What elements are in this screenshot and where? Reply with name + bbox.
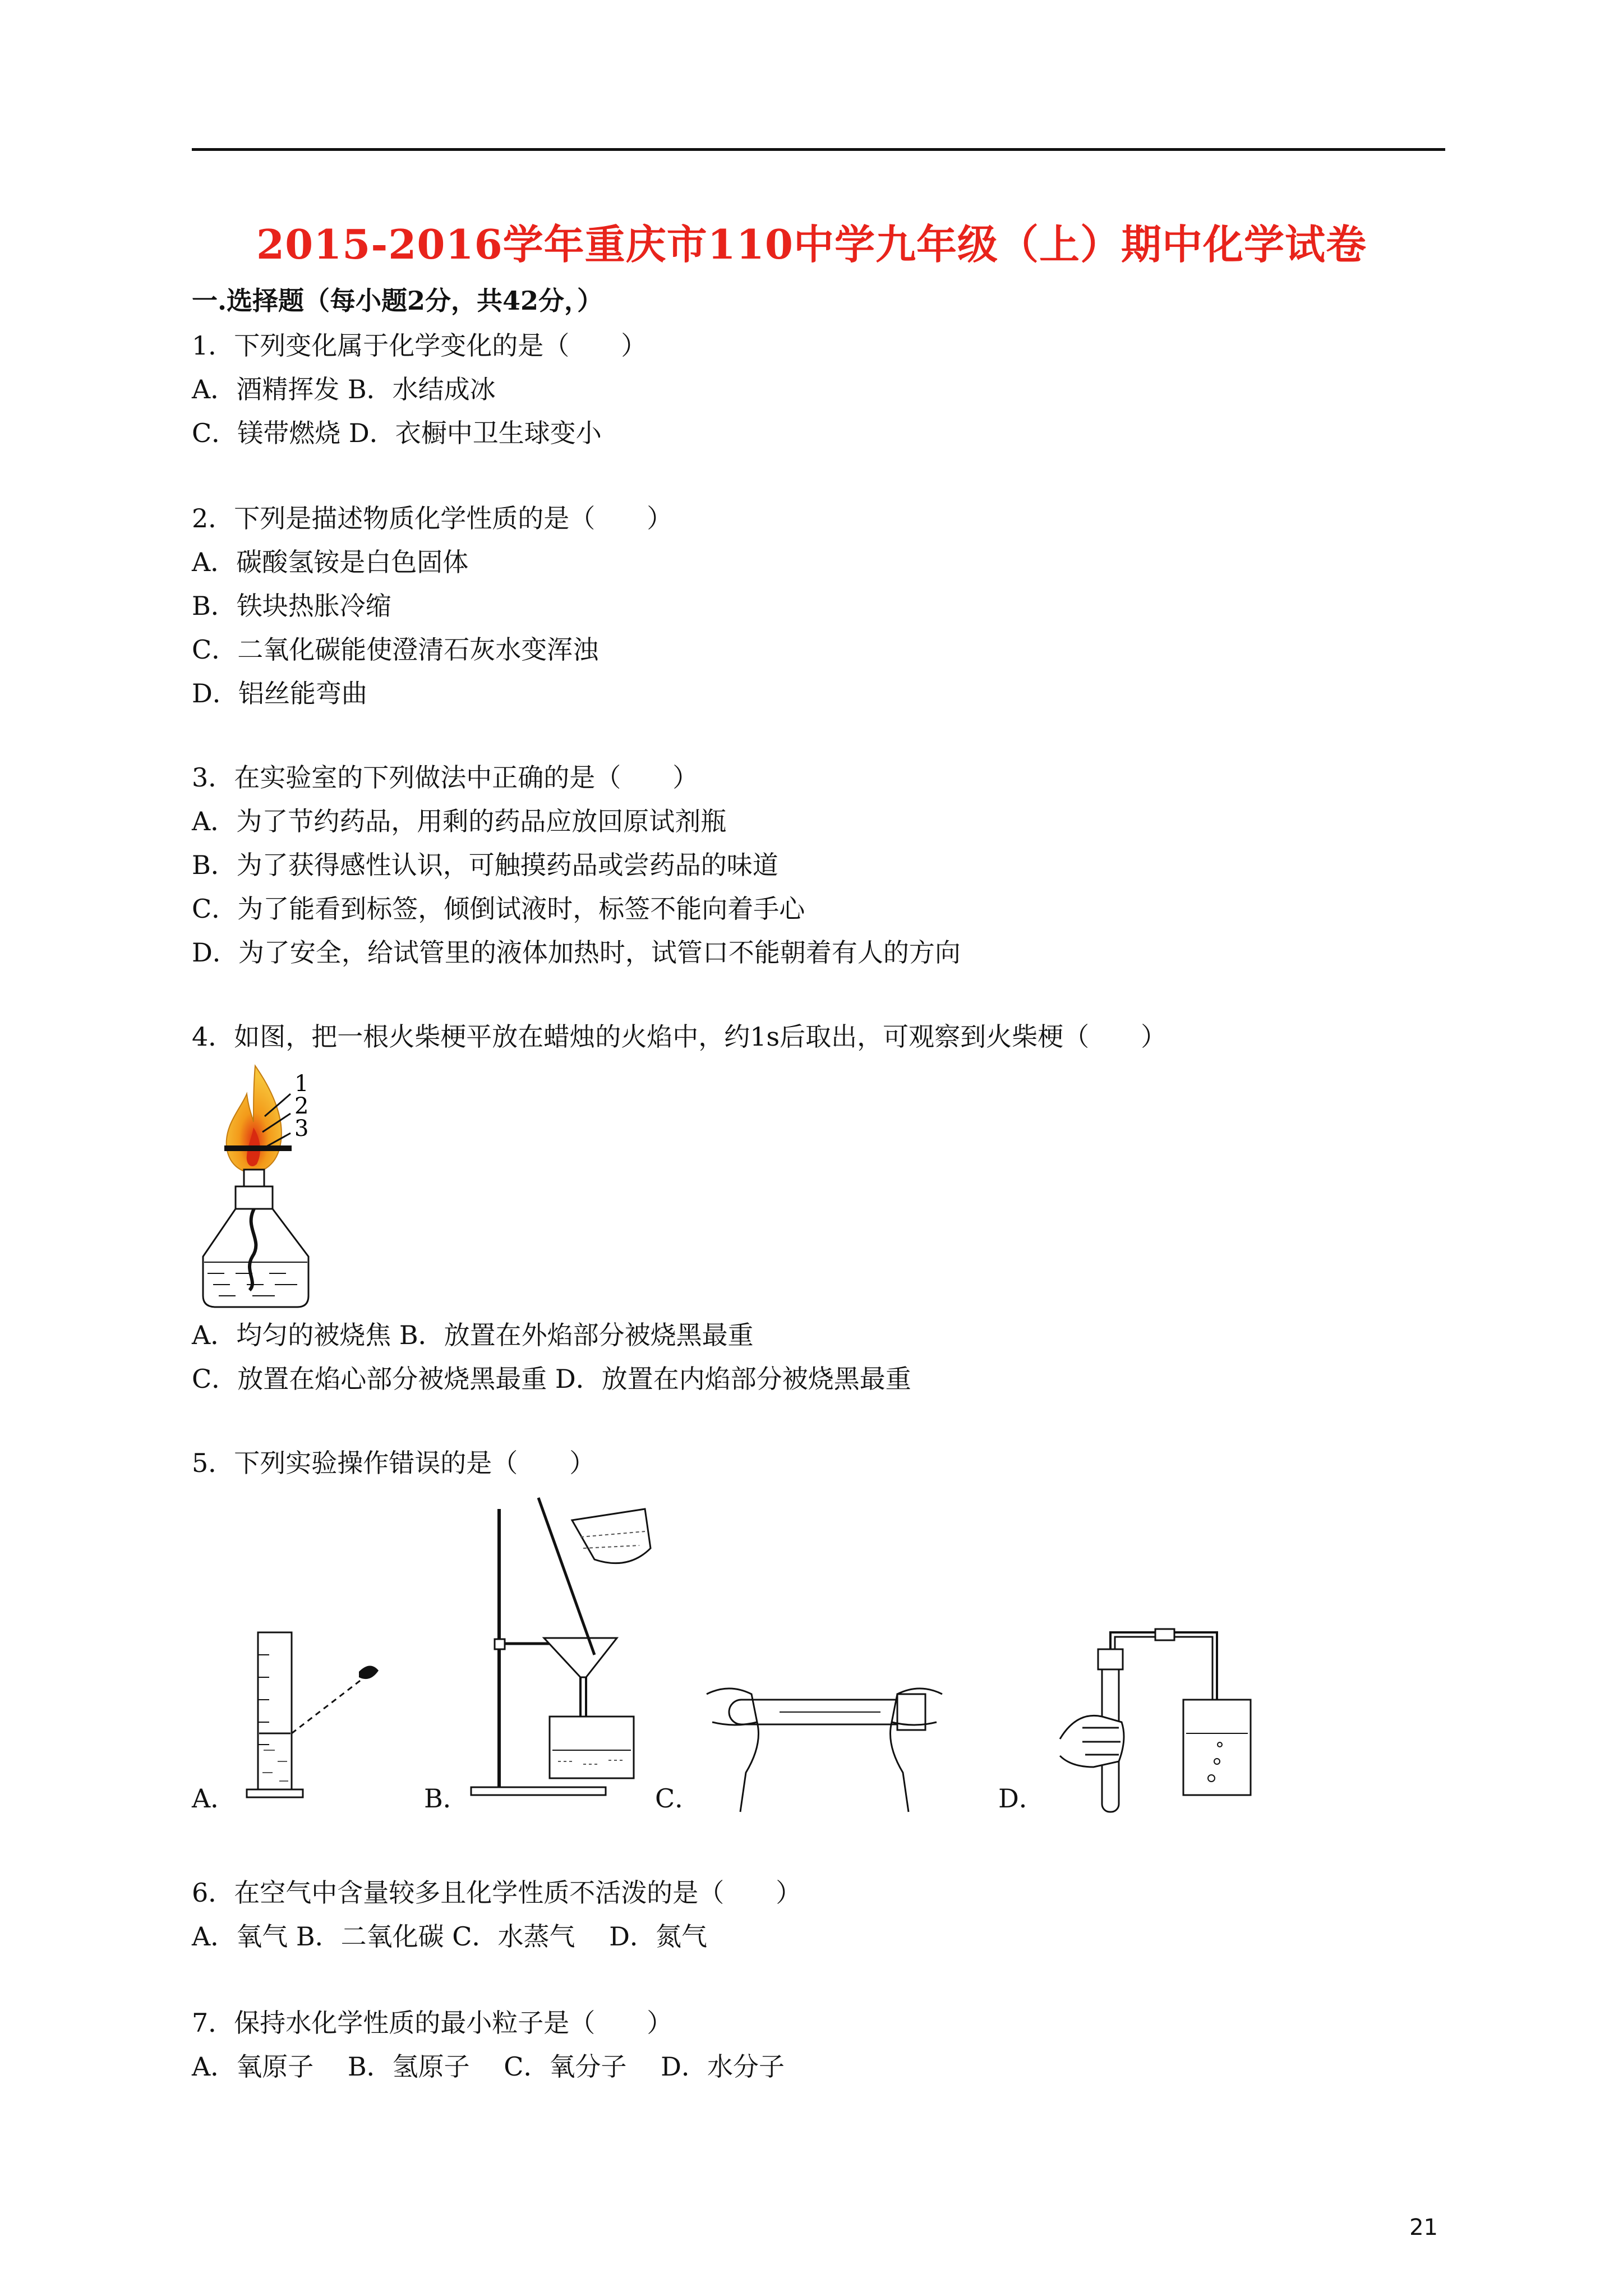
q7-options: A．氧原子 B．氢原子 C．氧分子 D．水分子: [192, 2051, 785, 2082]
q4-options-1: A．均匀的被烧焦 B．放置在外焰部分被烧黑最重: [192, 1320, 754, 1350]
filtration-figure: [465, 1487, 679, 1801]
alcohol-lamp-figure: [191, 1060, 336, 1318]
matchstick-shape: [224, 1145, 292, 1151]
q4-options-2: C．放置在焰心部分被烧黑最重 D．放置在内焰部分被烧黑最重: [192, 1364, 911, 1394]
q3-option-b: B．为了获得感性认识，可触摸药品或尝药品的味道: [192, 850, 778, 880]
graduated-cylinder-figure: [236, 1621, 404, 1812]
flame-label-2: 2: [294, 1093, 309, 1119]
q5-option-b-label: B．: [424, 1783, 469, 1814]
q5-option-c-label: C．: [655, 1783, 701, 1814]
q6-stem: 6．在空气中含量较多且化学性质不活泼的是（ ）: [192, 1878, 802, 1908]
q3-option-c: C．为了能看到标签，倾倒试液时，标签不能向着手心: [192, 894, 805, 924]
q5-stem: 5．下列实验操作错误的是（ ）: [192, 1448, 596, 1478]
q1-options-2: C．镁带燃烧 D．衣橱中卫生球变小: [192, 418, 602, 448]
q4-stem: 4．如图，把一根火柴梗平放在蜡烛的火焰中，约1s后取出，可观察到火柴梗（ ）: [192, 1022, 1167, 1052]
page-title: 2015-2016学年重庆市110中学九年级（上）期中化学试卷: [256, 220, 1367, 268]
q5-option-a-label: A．: [192, 1783, 237, 1814]
q2-stem: 2．下列是描述物质化学性质的是（ ）: [192, 503, 673, 533]
q3-option-d: D．为了安全，给试管里的液体加热时，试管口不能朝着有人的方向: [192, 937, 961, 968]
q2-option-a: A．碳酸氢铵是白色固体: [192, 547, 469, 577]
q3-option-a: A．为了节约药品，用剩的药品应放回原试剂瓶: [192, 806, 727, 836]
section-heading: 一.选择题（每小题2分，共42分，）: [192, 286, 603, 316]
header-rule: [192, 148, 1445, 151]
q5-option-d-label: D．: [998, 1783, 1045, 1814]
q2-option-d: D．铝丝能弯曲: [192, 678, 367, 708]
page-number: 21: [1409, 2215, 1438, 2240]
airtightness-check-figure: [1049, 1627, 1273, 1818]
test-tube-hands-figure: [695, 1660, 953, 1818]
q1-stem: 1．下列变化属于化学变化的是（ ）: [192, 330, 647, 361]
flame-label-3: 3: [294, 1116, 309, 1142]
q7-stem: 7．保持水化学性质的最小粒子是（ ）: [192, 2008, 673, 2038]
q6-options: A．氧气 B．二氧化碳 C．水蒸气 D．氮气: [192, 1921, 707, 1952]
flame-label-1: 1: [294, 1071, 309, 1097]
q2-option-c: C．二氧化碳能使澄清石灰水变浑浊: [192, 634, 599, 665]
q2-option-b: B．铁块热胀冷缩: [192, 591, 391, 621]
q3-stem: 3．在实验室的下列做法中正确的是（ ）: [192, 762, 699, 793]
q1-options-1: A．酒精挥发 B．水结成冰: [192, 374, 496, 404]
